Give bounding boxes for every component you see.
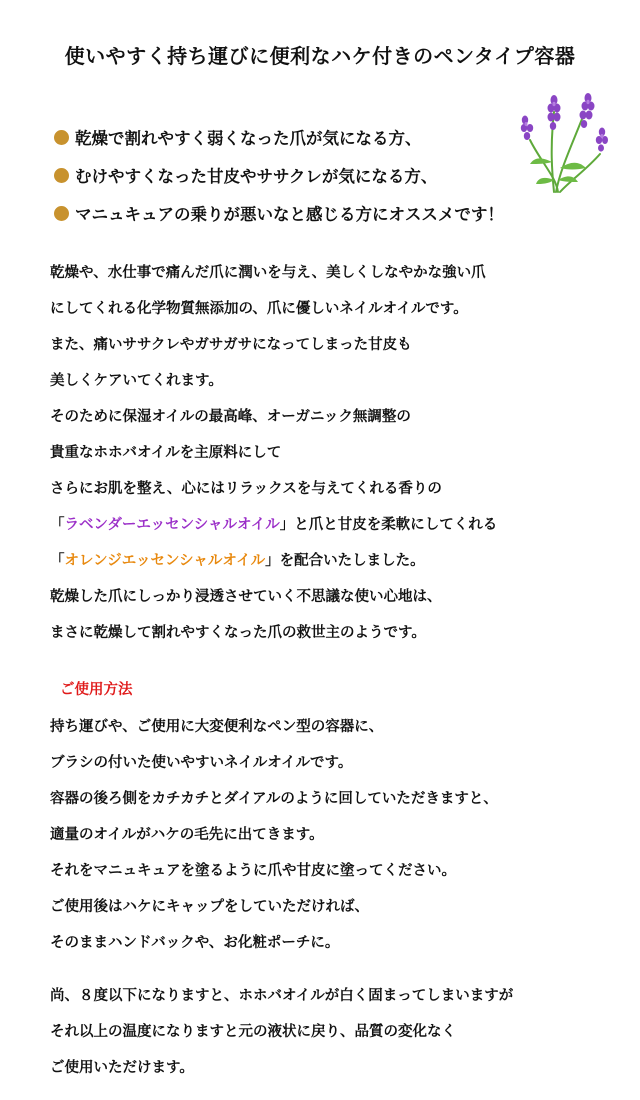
usage-heading: ご使用方法 bbox=[60, 682, 133, 698]
target-item-text: 乾燥で割れやすく弱くなった爪が気になる方、 bbox=[75, 129, 422, 148]
description-line: 乾燥や、水仕事で痛んだ爪に潤いを与え、美しくしなやかな強い爪 bbox=[50, 265, 486, 281]
usage-line: そのままハンドバックや、お化粧ポーチに。 bbox=[50, 935, 340, 951]
target-item bbox=[54, 156, 504, 194]
target-item-text: むけやすくなった甘皮やササクレが気になる方、 bbox=[75, 167, 438, 186]
product-description bbox=[50, 255, 497, 651]
target-item-text: マニュキュアの乗りが悪いなと感じる方にオススメです！ bbox=[75, 205, 504, 224]
description-line: 美しくケアいてくれます。 bbox=[50, 373, 223, 389]
description-line: さらにお肌を整え、心にはリラックスを与えてくれる香りの bbox=[50, 481, 442, 497]
usage-line: 容器の後ろ側をカチカチとダイアルのように回していただきますと、 bbox=[50, 791, 498, 807]
description-line: 乾燥した爪にしっかり浸透させていく不思議な使い心地は、 bbox=[50, 589, 442, 605]
usage-line: ご使用後はハケにキャップをしていただければ、 bbox=[50, 899, 369, 915]
target-list bbox=[54, 118, 504, 232]
usage-line: 適量のオイルがハケの毛先に出てきます。 bbox=[50, 827, 324, 843]
description-line: 貴重なホホバオイルを主原料にして bbox=[50, 445, 282, 461]
target-item bbox=[54, 194, 504, 232]
description-text: 」と爪と甘皮を柔軟にしてくれる bbox=[279, 517, 498, 533]
bracket-open: 「 bbox=[50, 517, 65, 533]
orange-oil-highlight: オレンジエッセンシャルオイル bbox=[64, 553, 266, 569]
bullet-dot-icon bbox=[54, 130, 69, 145]
bullet-dot-icon bbox=[54, 206, 69, 221]
bullet-dot-icon bbox=[54, 168, 69, 183]
usage-line: それをマニュキュアを塗るように爪や甘皮に塗ってください。 bbox=[50, 863, 456, 879]
description-line bbox=[50, 507, 497, 543]
description-line: そのために保湿オイルの最高峰、オーガニック無調整の bbox=[50, 409, 411, 425]
page-title: 使いやすく持ち運びに便利なハケ付きのペンタイプ容器 bbox=[64, 44, 576, 68]
description-text: 」を配合いたしました。 bbox=[265, 553, 425, 569]
description-line bbox=[50, 543, 497, 579]
lavender-oil-highlight: ラベンダーエッセンシャルオイル bbox=[64, 517, 280, 533]
description-line: まさに乾燥して割れやすくなった爪の救世主のようです。 bbox=[50, 625, 426, 641]
lavender-flower-icon bbox=[516, 92, 608, 194]
target-item bbox=[54, 118, 504, 156]
usage-line: ブラシの付いた使いやすいネイルオイルです。 bbox=[50, 755, 353, 771]
usage-instructions bbox=[50, 709, 498, 961]
note-line: 尚、８度以下になりますと、ホホバオイルが白く固まってしまいますが bbox=[50, 988, 514, 1004]
storage-note bbox=[50, 978, 513, 1086]
note-line: それ以上の温度になりますと元の液状に戻り、品質の変化なく bbox=[50, 1024, 456, 1040]
usage-line: 持ち運びや、ご使用に大変便利なペン型の容器に、 bbox=[50, 719, 384, 735]
bracket-open: 「 bbox=[50, 553, 65, 569]
description-line: また、痛いササクレやガサガサになってしまった甘皮も bbox=[50, 337, 412, 353]
description-line: にしてくれる化学物質無添加の、爪に優しいネイルオイルです。 bbox=[50, 301, 468, 317]
note-line: ご使用いただけます。 bbox=[50, 1060, 194, 1076]
